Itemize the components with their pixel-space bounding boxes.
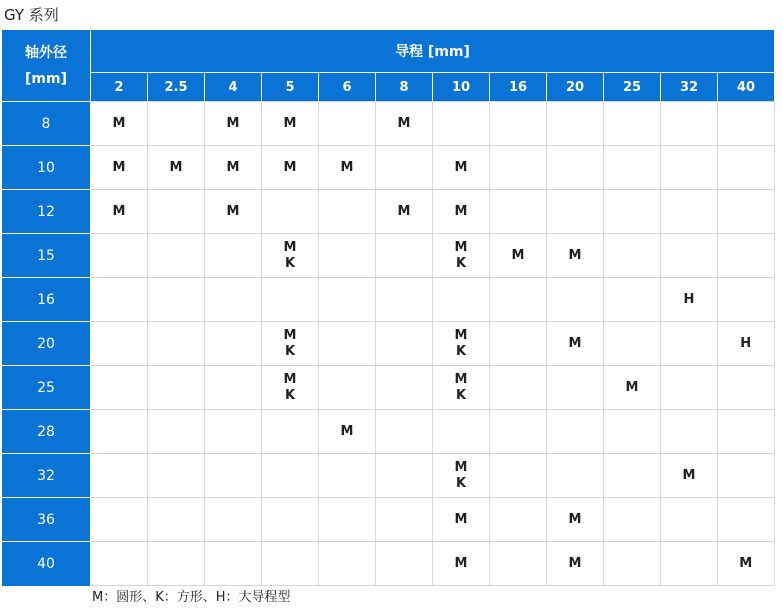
availability-cell: M [262,146,319,190]
availability-cell [205,278,262,322]
availability-cell [376,366,433,410]
availability-cell: M [490,234,547,278]
availability-cell [319,234,376,278]
availability-cell [148,234,205,278]
availability-cell [661,146,718,190]
availability-cell [148,366,205,410]
availability-cell: M [718,542,775,586]
lead-column-header: 10 [433,73,490,102]
availability-cell [718,410,775,454]
lead-column-header: 8 [376,73,433,102]
lead-header: 导程 [mm] [91,30,775,73]
diameter-cell: 16 [2,278,91,322]
availability-cell: M [91,190,148,234]
availability-cell [319,190,376,234]
availability-cell: M [376,102,433,146]
availability-cell [547,190,604,234]
availability-cell [661,322,718,366]
availability-cell [490,146,547,190]
availability-cell [604,146,661,190]
availability-cell [604,498,661,542]
availability-cell [547,366,604,410]
diameter-cell: 20 [2,322,91,366]
availability-cell [547,410,604,454]
lead-column-header: 2.5 [148,73,205,102]
lead-column-header: 40 [718,73,775,102]
availability-cell [319,454,376,498]
availability-cell [490,278,547,322]
availability-cell: M [205,190,262,234]
availability-cell [490,454,547,498]
diameter-header-label: 轴外径 [25,44,67,61]
availability-cell [376,454,433,498]
availability-cell: M [91,146,148,190]
diameter-cell: 32 [2,454,91,498]
availability-cell: M K [262,366,319,410]
lead-column-header: 25 [604,73,661,102]
availability-cell [262,278,319,322]
availability-cell [661,234,718,278]
availability-cell [718,234,775,278]
availability-cell [376,498,433,542]
availability-cell [547,102,604,146]
diameter-cell: 15 [2,234,91,278]
availability-cell [604,322,661,366]
availability-cell [262,410,319,454]
availability-cell [718,102,775,146]
availability-cell [718,454,775,498]
availability-cell [661,190,718,234]
availability-cell: M [433,146,490,190]
availability-cell: M [547,498,604,542]
availability-cell [604,454,661,498]
availability-cell [718,278,775,322]
availability-cell [661,366,718,410]
availability-cell [490,498,547,542]
availability-cell [490,190,547,234]
table-body [2,102,774,586]
availability-cell [148,102,205,146]
diameter-cell: 10 [2,146,91,190]
availability-cell [604,542,661,586]
diameter-cell: 28 [2,410,91,454]
spec-table [2,30,775,586]
availability-cell [661,542,718,586]
availability-cell: M [205,146,262,190]
lead-column-header: 16 [490,73,547,102]
availability-cell: M K [262,322,319,366]
availability-cell [718,366,775,410]
availability-cell: M K [262,234,319,278]
availability-cell [205,542,262,586]
availability-cell: M K [433,322,490,366]
page-title: GY 系列 [4,6,59,24]
availability-cell [262,454,319,498]
table-row [2,278,774,322]
availability-cell: M K [433,366,490,410]
table-row [2,366,774,410]
availability-cell: M [376,190,433,234]
availability-cell [604,190,661,234]
availability-cell [148,498,205,542]
table-row [2,454,774,498]
table-row [2,542,774,586]
availability-cell [91,498,148,542]
lead-column-header: 6 [319,73,376,102]
availability-cell [661,498,718,542]
availability-cell [148,410,205,454]
availability-cell [376,542,433,586]
lead-column-header: 5 [262,73,319,102]
diameter-cell: 8 [2,102,91,146]
diameter-header [2,30,91,102]
diameter-cell: 36 [2,498,91,542]
availability-cell: M [205,102,262,146]
availability-cell [433,410,490,454]
availability-cell [433,102,490,146]
availability-cell: M [661,454,718,498]
availability-cell [490,542,547,586]
availability-cell: M K [433,234,490,278]
availability-cell: M [547,234,604,278]
availability-cell [91,278,148,322]
availability-cell: M [547,542,604,586]
availability-cell [91,410,148,454]
table-row [2,322,774,366]
availability-cell [547,146,604,190]
availability-cell: M [148,146,205,190]
availability-cell [319,102,376,146]
availability-cell: M [262,102,319,146]
availability-cell [319,322,376,366]
availability-cell: M [547,322,604,366]
availability-cell: H [718,322,775,366]
availability-cell [91,322,148,366]
availability-cell: M K [433,454,490,498]
availability-cell [376,234,433,278]
availability-cell: H [661,278,718,322]
availability-cell [319,366,376,410]
availability-cell [205,234,262,278]
availability-cell [547,454,604,498]
availability-cell [376,146,433,190]
availability-cell [604,234,661,278]
availability-cell: M [433,190,490,234]
availability-cell [376,322,433,366]
availability-cell: M [433,498,490,542]
table-row [2,146,774,190]
availability-cell: M [433,542,490,586]
availability-cell [148,454,205,498]
availability-cell [91,234,148,278]
availability-cell [262,498,319,542]
availability-cell [91,454,148,498]
availability-cell: M [91,102,148,146]
availability-cell [433,278,490,322]
lead-column-header: 4 [205,73,262,102]
availability-cell [490,366,547,410]
availability-cell [148,322,205,366]
availability-cell [205,366,262,410]
diameter-cell: 40 [2,542,91,586]
availability-cell [91,366,148,410]
availability-cell: M [319,410,376,454]
diameter-cell: 12 [2,190,91,234]
availability-cell [319,278,376,322]
availability-cell [262,190,319,234]
availability-cell [205,498,262,542]
table-row [2,190,774,234]
table-row [2,102,774,146]
availability-cell [604,102,661,146]
availability-cell [148,278,205,322]
lead-column-header: 32 [661,73,718,102]
availability-cell [490,410,547,454]
availability-cell [604,278,661,322]
availability-cell [490,102,547,146]
availability-cell [319,542,376,586]
availability-cell [319,498,376,542]
table-row [2,498,774,542]
availability-cell [205,454,262,498]
availability-cell [718,498,775,542]
diameter-header-unit: [mm] [25,70,67,87]
availability-cell [376,410,433,454]
diameter-cell: 25 [2,366,91,410]
availability-cell [661,410,718,454]
availability-cell [205,322,262,366]
availability-cell: M [604,366,661,410]
legend-note: M：圆形、K：方形、H：大导程型 [92,590,291,605]
availability-cell [148,190,205,234]
availability-cell [91,542,148,586]
availability-cell [262,542,319,586]
availability-cell: M [319,146,376,190]
availability-cell [547,278,604,322]
availability-cell [490,322,547,366]
table-row [2,410,774,454]
availability-cell [718,190,775,234]
lead-column-header: 2 [91,73,148,102]
header-row-lead [2,30,774,73]
availability-cell [376,278,433,322]
table-row [2,234,774,278]
availability-cell [604,410,661,454]
availability-cell [718,146,775,190]
availability-cell [148,542,205,586]
lead-column-header: 20 [547,73,604,102]
availability-cell [205,410,262,454]
availability-cell [661,102,718,146]
header-row-pitch [2,73,774,102]
